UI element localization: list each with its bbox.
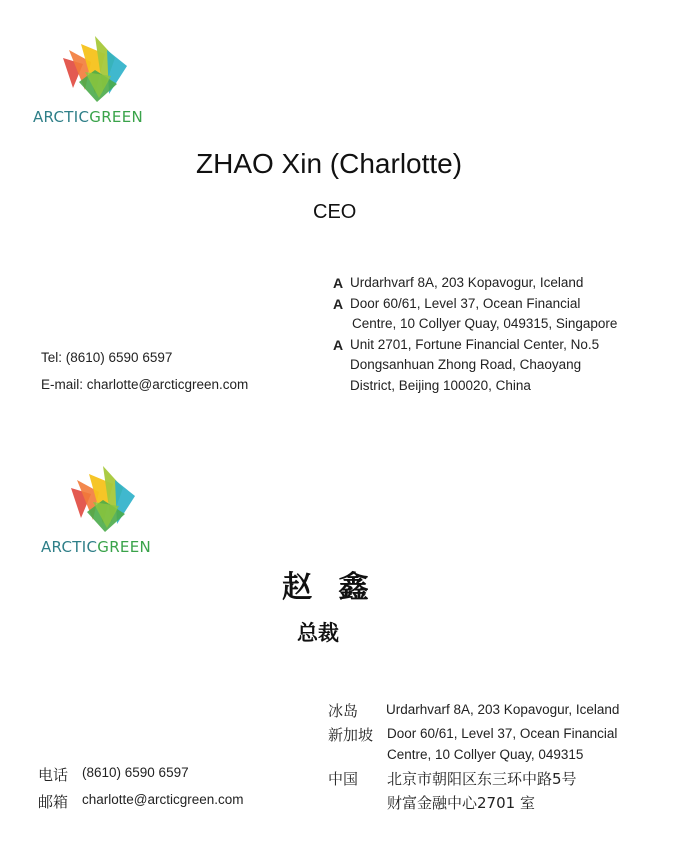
address-singapore-line2: Centre, 10 Collyer Quay, 049315, Singapore (352, 316, 618, 331)
person-title-zh: 总裁 (297, 621, 339, 645)
address-china-line3: District, Beijing 100020, China (350, 378, 531, 393)
address-china-line1: Unit 2701, Fortune Financial Center, No.5 (350, 337, 600, 352)
telephone-label-zh: 电话 (38, 766, 69, 784)
address-marker-icon: A (333, 337, 344, 353)
person-name-zh: 赵 鑫 (282, 570, 377, 605)
address-marker-icon: A (333, 296, 344, 312)
address-china-line2: Dongsanhuan Zhong Road, Chaoyang (350, 357, 582, 372)
address-china-zh-line2: 财富金融中心2701 室 (387, 794, 535, 812)
brand-green: GREEN (89, 108, 144, 126)
country-label-china: 中国 (328, 770, 359, 788)
address-iceland: Urdarhvarf 8A, 203 Kopavogur, Iceland (350, 275, 584, 290)
country-label-singapore: 新加坡 (328, 726, 374, 744)
brand-arctic: ARCTIC (41, 538, 98, 556)
email-zh: charlotte@arcticgreen.com (82, 792, 244, 807)
brand-green: GREEN (97, 538, 152, 556)
country-label-iceland: 冰岛 (328, 702, 359, 720)
address-singapore-zh-line1: Door 60/61, Level 37, Ocean Financial (387, 726, 618, 741)
address-iceland-zh: Urdarhvarf 8A, 203 Kopavogur, Iceland (386, 702, 620, 717)
address-marker-icon: A (333, 275, 344, 291)
arcticgreen-logo-icon (55, 32, 133, 104)
telephone: Tel: (8610) 6590 6597 (41, 350, 173, 365)
address-china-zh-line1: 北京市朝阳区东三环中路5号 (387, 770, 577, 788)
person-name: ZHAO Xin (Charlotte) (196, 148, 463, 179)
brand-wordmark (33, 108, 143, 126)
telephone-zh: (8610) 6590 6597 (82, 765, 189, 780)
brand-arctic: ARCTIC (33, 108, 90, 126)
person-title: CEO (313, 201, 357, 223)
address-singapore-line1: Door 60/61, Level 37, Ocean Financial (350, 296, 581, 311)
email-label-zh: 邮箱 (38, 793, 69, 811)
brand-wordmark (41, 538, 151, 556)
email: E-mail: charlotte@arcticgreen.com (41, 377, 249, 392)
address-singapore-zh-line2: Centre, 10 Collyer Quay, 049315 (387, 747, 584, 762)
arcticgreen-logo-icon (63, 462, 141, 534)
